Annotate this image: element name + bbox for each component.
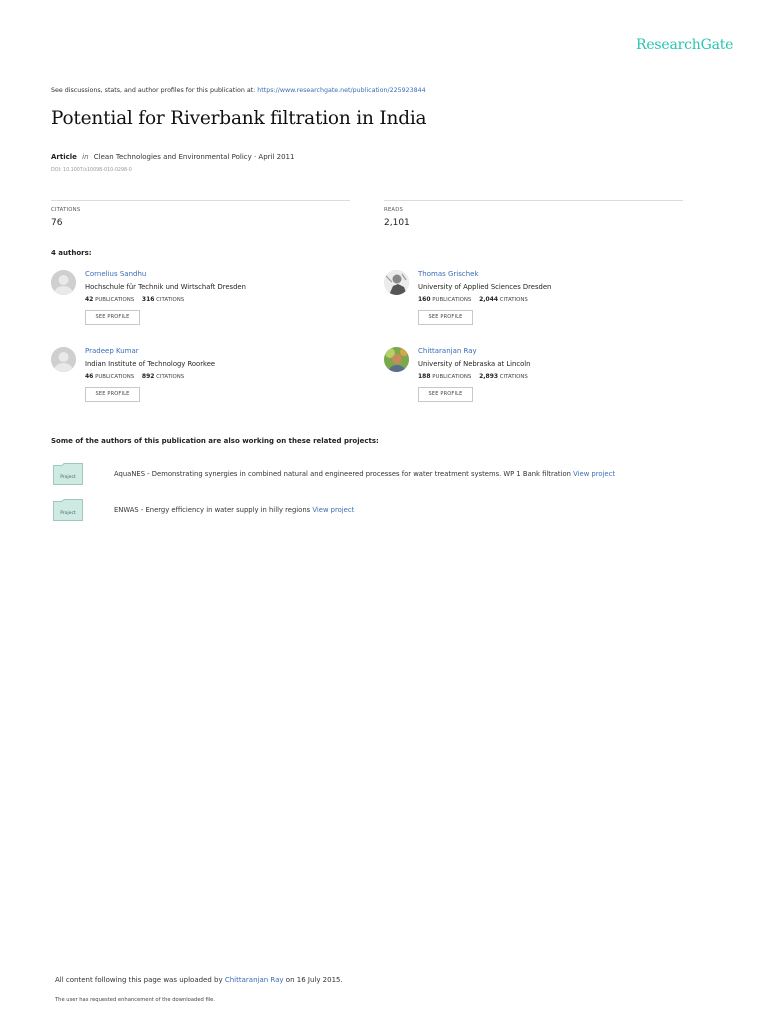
publication-count: 46 [85,373,94,380]
citation-count: 2,044 [479,296,499,303]
reads-value: 2,101 [384,218,410,228]
author-card [51,270,351,336]
author-card [51,347,351,413]
enhancement-note: The user has requested enhancement of the downloaded file. [55,997,216,1003]
author-stats [85,296,184,303]
project-description: ENWAS - Energy efficiency in water supply in hilly regions [114,506,311,514]
author-institution: University of Applied Sciences Dresden [418,283,552,291]
view-project-link[interactable]: View project [312,506,355,514]
article-type: Article [51,153,77,161]
author-stats [85,373,184,380]
author-institution: Hochschule für Technik und Wirtschaft Dresden [85,283,246,291]
see-profile-button[interactable]: SEE PROFILE [85,310,140,325]
upload-prefix: All content following this page was uploaded by [55,976,223,984]
discussion-prefix: See discussions, stats, and author profiles for this publication at: [51,87,256,94]
upload-note [55,976,343,984]
author-name-link[interactable]: Pradeep Kumar [85,347,139,355]
author-photo[interactable] [384,347,409,372]
project-icon-label: Project [60,511,76,516]
project-item [114,470,615,478]
citation-count: 892 [141,373,155,380]
author-stats [418,296,528,303]
person-silhouette-icon[interactable] [51,270,76,295]
author-stats [418,373,528,380]
view-project-link[interactable]: View project [573,470,616,478]
citations-label: CITATIONS [51,207,81,213]
researchgate-logo[interactable]: ResearchGate [636,37,734,53]
author-card [384,347,684,413]
publication-count: 160 [418,296,431,303]
reads-label: READS [384,207,404,213]
citation-count: 2,893 [479,373,499,380]
article-in: in [82,153,89,161]
author-institution: University of Nebraska at Lincoln [418,360,531,368]
see-profile-button[interactable]: SEE PROFILE [85,387,140,402]
reads-divider [384,200,683,201]
related-projects-heading: Some of the authors of this publication are also working on these related projects: [51,437,379,445]
author-name-link[interactable]: Cornelius Sandhu [85,270,147,278]
article-info [51,153,294,161]
citations-value: 76 [51,218,63,228]
publications-label: PUBLICATIONS [432,297,472,303]
author-name-link[interactable]: Thomas Grischek [418,270,479,278]
doi: DOI: 10.1007/s10098-010-0298-0 [51,168,132,173]
publication-url-link[interactable]: https://www.researchgate.net/publication/225923844 [257,87,426,94]
project-item [114,506,354,514]
project-icon-label: Project [60,475,76,480]
see-profile-button[interactable]: SEE PROFILE [418,387,473,402]
project-description: AquaNES - Demonstrating synergies in combined natural and engineered processes for water treatment systems. WP 1 Bank filtration [114,470,571,478]
publications-label: PUBLICATIONS [95,374,135,380]
discussion-line [51,87,426,94]
uploader-link[interactable]: Chittaranjan Ray [224,976,284,984]
folder-icon[interactable] [53,499,83,521]
citations-label: CITATIONS [156,374,185,380]
publications-label: PUBLICATIONS [432,374,472,380]
authors-heading: 4 authors: [51,249,92,257]
citations-label: CITATIONS [156,297,185,303]
citations-label: CITATIONS [499,374,528,380]
article-venue: Clean Technologies and Environmental Policy · April 2011 [93,153,295,161]
author-card [384,270,684,336]
author-name-link[interactable]: Chittaranjan Ray [418,347,477,355]
citations-label: CITATIONS [499,297,528,303]
author-institution: Indian Institute of Technology Roorkee [85,360,216,368]
person-silhouette-icon[interactable] [51,347,76,372]
publication-count: 188 [418,373,431,380]
publication-count: 42 [85,296,94,303]
folder-icon[interactable] [53,463,83,485]
author-photo[interactable] [384,270,409,295]
see-profile-button[interactable]: SEE PROFILE [418,310,473,325]
citation-count: 316 [141,296,155,303]
upload-suffix: on 16 July 2015. [285,976,343,984]
paper-title: Potential for Riverbank filtration in India [51,108,427,129]
citations-divider [51,200,350,201]
publications-label: PUBLICATIONS [95,297,135,303]
